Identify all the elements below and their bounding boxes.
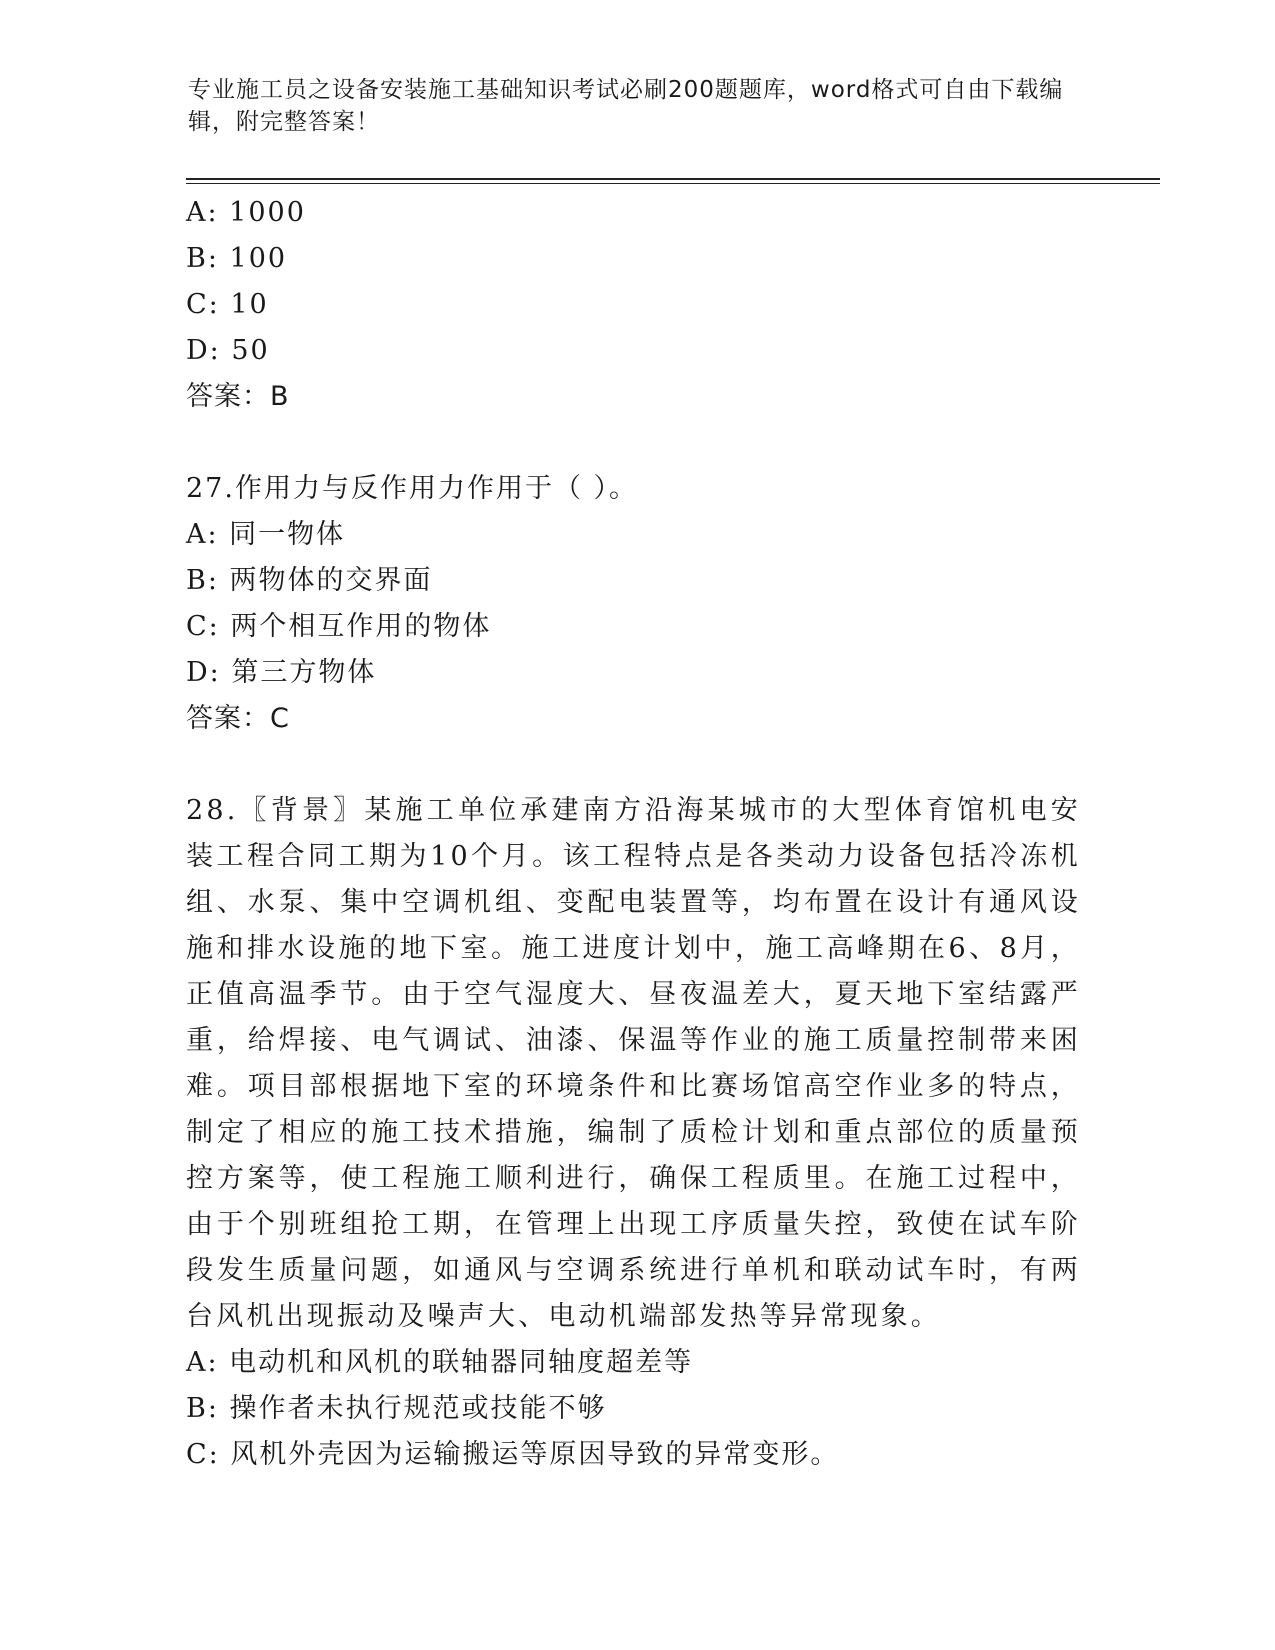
question-stem: 28.〖背景〗某施工单位承建南方沿海某城市的大型体育馆机电安装工程合同工期为10个月。该工程特点是各类动力设备包括冷冻机组、水泵、集中空调机组、变配电装置等，均布置在设计有通风设施和排水设施的地下室。施工进度计划中，施工高峰期在6、8月，正值高温季节。由于空气湿度大、昼夜温差大，夏天地下室结露严重，给焊接、电气调试、油漆、保温等作业的施工质量控制带来困难。项目部根据地下室的环境条件和比赛场馆高空作业多的特点，制定了相应的施工技术措施，编制了质检计划和重点部位的质量预控方案等，使工程施工顺利进行，确保工程质里。在施工过程中，由于个别班组抢工期，在管理上出现工序质量失控，致使在试车阶段发生质量问题，如通风与空调系统进行单机和联动试车时，有两台风机出现振动及噪声大、电动机端部发热等异常现象。 bbox=[186, 795, 1081, 1332]
option-c: C: 两个相互作用的物体 bbox=[186, 611, 492, 642]
option-a: A: 电动机和风机的联轴器同轴度超差等 bbox=[186, 1347, 694, 1378]
option-c: C: 10 bbox=[186, 289, 269, 320]
question-28-block bbox=[186, 788, 1086, 1478]
option-a: A: 同一物体 bbox=[186, 519, 346, 550]
question-stem: 27.作用力与反作用力作用于（ ）。 bbox=[186, 473, 639, 504]
option-d: D: 第三方物体 bbox=[186, 657, 377, 688]
option-b: B: 操作者未执行规范或技能不够 bbox=[186, 1393, 607, 1424]
option-b: B: 100 bbox=[186, 243, 288, 274]
previous-question-block bbox=[186, 190, 1086, 420]
header-divider-thin bbox=[186, 183, 1160, 184]
option-d: D: 50 bbox=[186, 335, 270, 366]
option-b: B: 两物体的交界面 bbox=[186, 565, 433, 596]
spacer bbox=[186, 742, 1086, 788]
question-27-block bbox=[186, 466, 1086, 742]
answer-line: 答案：C bbox=[186, 703, 290, 734]
option-c: C: 风机外壳因为运输搬运等原因导致的异常变形。 bbox=[186, 1439, 840, 1470]
question-content bbox=[186, 190, 1086, 1478]
answer-line: 答案：B bbox=[186, 381, 290, 412]
header-divider-thick bbox=[186, 178, 1160, 180]
option-a: A: 1000 bbox=[186, 197, 306, 228]
spacer bbox=[186, 420, 1086, 466]
document-header: 专业施工员之设备安装施工基础知识考试必刷200题题库，word格式可自由下载编辑，附完整答案！ bbox=[188, 77, 1064, 135]
